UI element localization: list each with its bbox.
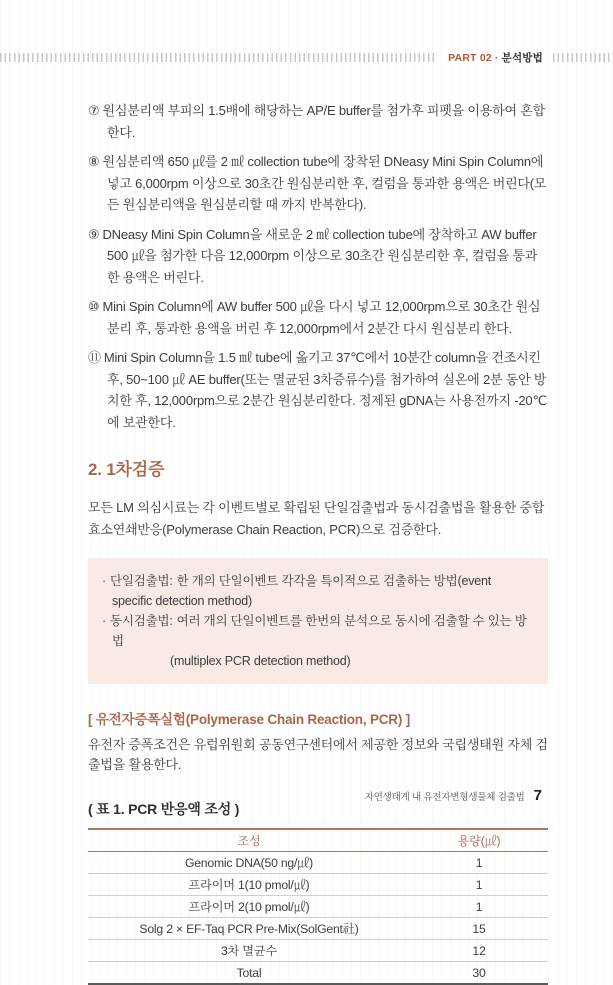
pcr-composition-table xyxy=(88,828,548,985)
page-header xyxy=(0,52,613,63)
note-item-single-detection xyxy=(102,571,534,611)
procedure-step-10 xyxy=(88,296,548,339)
note-item-text: 한 개의 단일이벤트 각각을 특이적으로 검출하는 방법(event specific detection method) xyxy=(112,574,492,608)
definition-note-box xyxy=(88,558,548,684)
column-header-volume: 용량(㎕) xyxy=(410,829,548,852)
table-header-row xyxy=(88,829,548,852)
bullet-dot: · xyxy=(102,614,106,628)
experiment-description: 유전자 증폭조건은 유럽위원회 공동연구센터에서 제공한 정보와 국립생태원 자체 검출법을 활용한다. xyxy=(88,737,548,772)
table-row xyxy=(88,896,548,918)
cell-volume: 30 xyxy=(472,965,486,980)
table-row xyxy=(88,852,548,874)
cell-composition: 3차 멸균수 xyxy=(88,940,410,962)
procedure-step-7 xyxy=(88,100,548,143)
cell-composition: Total xyxy=(236,965,262,980)
cell-composition: 프라이머 2(10 pmol/㎕) xyxy=(88,896,410,918)
cell-composition: 프라이머 1(10 pmol/㎕) xyxy=(88,874,410,896)
step-text: 원심분리액 650 ㎕를 2 ㎖ collection tube에 장착된 DNeasy Mini Spin Column에 넣고 6,000rpm 이상으로 30초간 원심분리한 후, 컬럼을 통과한 용액은 버린다(모든 원심분리액을 원심분리할 때 까지 반복한다). xyxy=(102,154,547,212)
table-row xyxy=(88,918,548,940)
step-text: 원심분리액 부피의 1.5배에 해당하는 AP/E buffer를 첨가후 피펫을 이용하여 혼합한다. xyxy=(102,103,545,140)
experiment-heading: [ 유전자증폭실험(Polymerase Chain Reaction, PCR) ] xyxy=(88,712,410,727)
step-marker: ⑩ xyxy=(88,299,100,314)
step-text: DNeasy Mini Spin Column을 새로운 2 ㎖ collection tube에 장착하고 AW buffer 500 ㎕을 첨가한 다음 12,000rpm 이상으로 30초간 원심분리한 후, 컬럼을 통과한 용액은 버린다. xyxy=(102,226,538,285)
header-section-label: 분석방법 xyxy=(501,52,543,64)
footer-document-title: 자연생태계 내 유전자변형생물체 검출법 xyxy=(364,791,525,803)
footer-page-number: 7 xyxy=(533,787,542,804)
cell-volume: 1 xyxy=(410,874,548,896)
section-heading: 2. 1차검증 xyxy=(88,460,165,479)
header-separator: · xyxy=(494,52,499,64)
header-tick-pattern-right xyxy=(553,53,613,62)
cell-composition: Genomic DNA(50 ng/㎕) xyxy=(88,852,410,874)
cell-volume: 12 xyxy=(410,940,548,962)
header-tick-pattern-left xyxy=(0,53,435,62)
cell-volume: 1 xyxy=(410,852,548,874)
section-intro-paragraph: 모든 LM 의심시료는 각 이벤트별로 확립된 단일검출법과 동시검출법을 활용한 중합효소연쇄반응(Polymerase Chain Reaction, PCR)으로 검증한다. xyxy=(88,500,545,537)
bullet-dot: · xyxy=(102,574,106,588)
procedure-step-8 xyxy=(88,151,548,216)
page-footer xyxy=(365,787,542,804)
page-content xyxy=(88,100,548,985)
table-row xyxy=(88,874,548,896)
table-caption: ( 표 1. PCR 반응액 조성 ) xyxy=(88,801,240,817)
procedure-step-11 xyxy=(88,347,548,433)
column-header-composition: 조성 xyxy=(88,829,410,852)
step-marker: ⑨ xyxy=(88,226,100,242)
header-part-label: PART 02 xyxy=(448,52,492,64)
step-marker: ⑪ xyxy=(88,350,101,365)
note-item-text: 여러 개의 단일이벤트를 한번의 분석으로 동시에 검출할 수 있는 방법 xyxy=(112,614,527,648)
note-item-sub-text: (multiplex PCR detection method) xyxy=(170,654,351,668)
step-marker: ⑧ xyxy=(88,154,100,169)
step-marker: ⑦ xyxy=(88,103,100,118)
note-item-label: 동시검출법: xyxy=(109,614,173,628)
cell-composition: Solg 2 × EF-Taq PCR Pre-Mix(SolGent社) xyxy=(88,918,410,940)
cell-volume: 15 xyxy=(410,918,548,940)
procedure-step-9 xyxy=(88,224,548,289)
table-row-total xyxy=(88,962,548,985)
step-text: Mini Spin Column에 AW buffer 500 ㎕을 다시 넣고 12,000rpm으로 30초간 원심분리 후, 통과한 용액을 버린 후 12,000rpm에서 2분간 다시 원심분리 한다. xyxy=(102,299,541,336)
table-row xyxy=(88,940,548,962)
cell-volume: 1 xyxy=(410,896,548,918)
note-item-label: 단일검출법: xyxy=(109,574,173,588)
header-breadcrumb xyxy=(448,50,543,65)
step-text: Mini Spin Column을 1.5 ㎖ tube에 옮기고 37℃에서 10분간 column을 건조시킨후, 50~100 ㎕ AE buffer(또는 멸균된 3차증류수)를 첨가하여 실온에 2분 동안 방치한 후, 12,000rpm으로 2분간 원심분리한다. 정제된 gDNA는 사용전까지 -20℃ 에 보관한다. xyxy=(103,350,547,430)
note-item-multiplex-detection xyxy=(102,611,534,651)
